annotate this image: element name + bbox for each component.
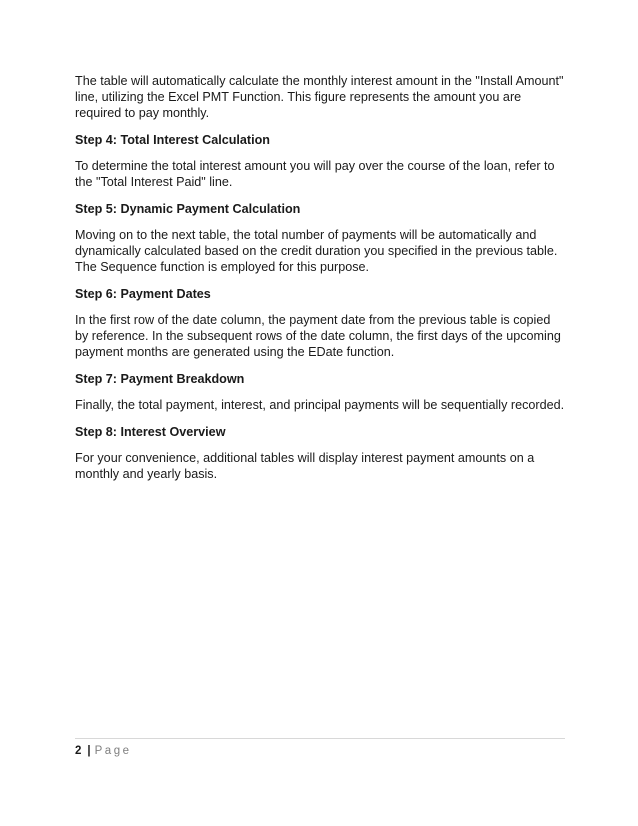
- step5-heading: Step 5: Dynamic Payment Calculation: [75, 202, 301, 216]
- step7-heading: Step 7: Payment Breakdown: [75, 372, 245, 386]
- step6-paragraph: In the first row of the date column, the payment date from the previous table is copied by reference. In the subsequent rows of the date column, the first days of the upcoming payment months are generated using the EDate function.: [75, 313, 561, 359]
- step8-heading: Step 8: Interest Overview: [75, 425, 226, 439]
- step4-heading: Step 4: Total Interest Calculation: [75, 133, 270, 147]
- step5-paragraph: Moving on to the next table, the total number of payments will be automatically and dynamically calculated based on the credit duration you specified in the previous table. The Sequence function is employed for this purpose.: [75, 228, 558, 274]
- step6-heading: Step 6: Payment Dates: [75, 287, 211, 301]
- step4-paragraph: To determine the total interest amount you will pay over the course of the loan, refer to the "Total Interest Paid" line.: [75, 159, 555, 189]
- page-number: 2: [75, 745, 82, 757]
- footer-separator: |: [87, 745, 91, 757]
- page-footer: [75, 738, 565, 758]
- page-label: Page: [94, 745, 132, 757]
- intro-paragraph: The table will automatically calculate the monthly interest amount in the "Install Amount" line, utilizing the Excel PMT Function. This figure represents the amount you are required to pay monthly.: [75, 74, 564, 120]
- page-content: [75, 73, 567, 493]
- step7-paragraph: Finally, the total payment, interest, and principal payments will be sequentially recorded.: [75, 398, 565, 412]
- step8-paragraph: For your convenience, additional tables will display interest payment amounts on a monthly and yearly basis.: [75, 451, 535, 481]
